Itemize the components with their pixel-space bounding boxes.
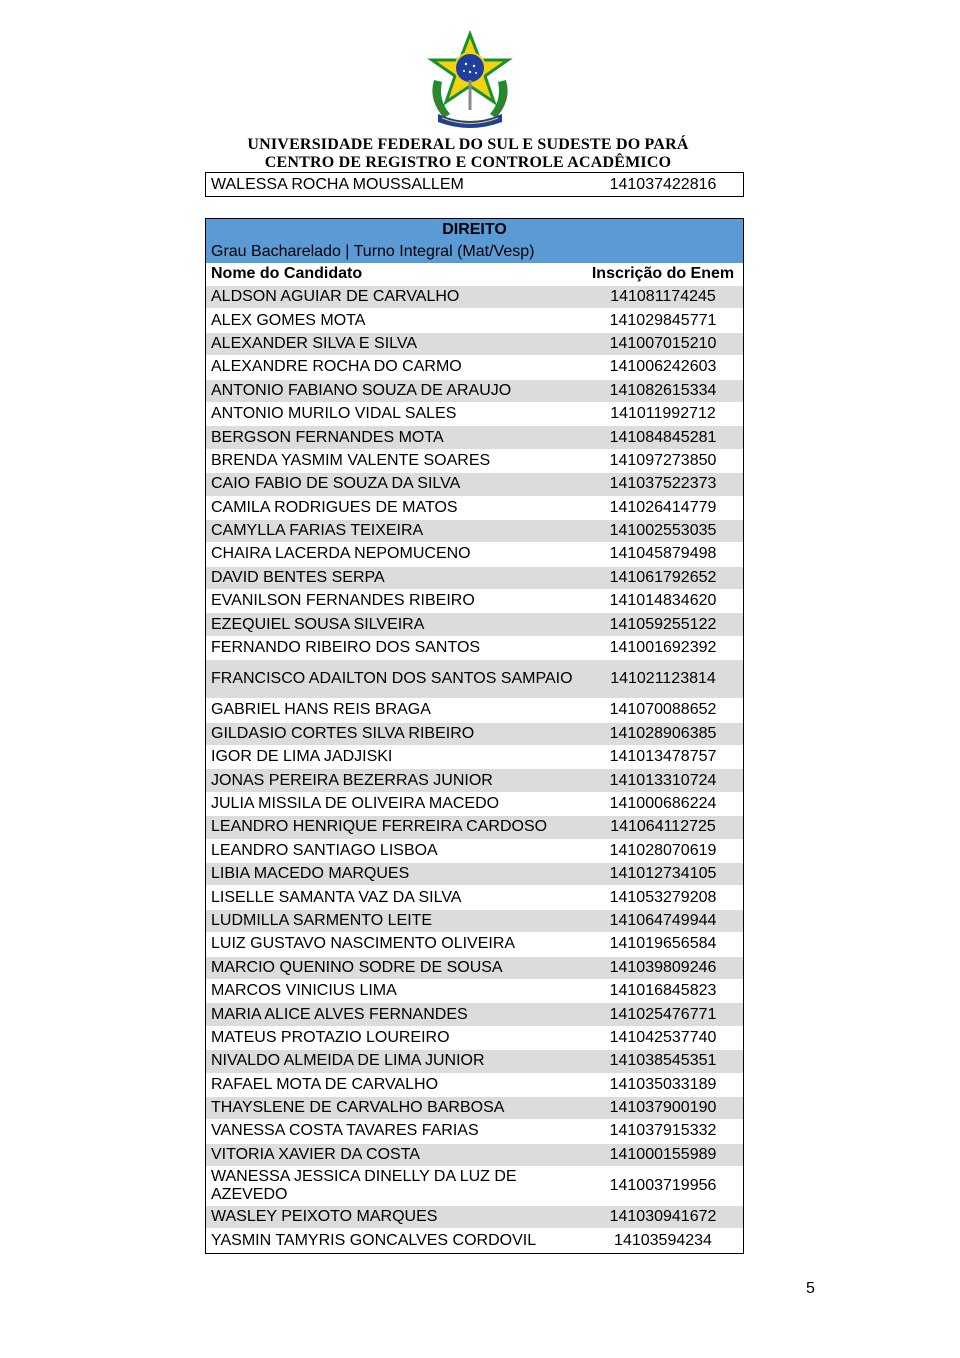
enem-registration: 141029845771	[609, 311, 717, 329]
enem-registration: 141061792652	[609, 568, 717, 586]
candidate-name: THAYSLENE DE CARVALHO BARBOSA	[211, 1099, 505, 1117]
candidate-name: FERNANDO RIBEIRO DOS SANTOS	[211, 639, 481, 657]
enem-registration: 141026414779	[609, 498, 717, 516]
table-row	[206, 450, 743, 473]
candidate-name: LEANDRO HENRIQUE FERREIRA CARDOSO	[211, 818, 548, 836]
table-row	[206, 1206, 743, 1229]
candidate-name: VANESSA COSTA TAVARES FARIAS	[211, 1122, 479, 1140]
enem-registration: 141025476771	[609, 1005, 717, 1023]
table-row	[206, 309, 743, 332]
enem-registration: 141053279208	[609, 888, 717, 906]
enem-registration: 141037900190	[609, 1099, 717, 1117]
candidate-name: LUIZ GUSTAVO NASCIMENTO OLIVEIRA	[211, 935, 516, 953]
candidate-name: CAIO FABIO DE SOUZA DA SILVA	[211, 475, 461, 493]
candidate-name: LISELLE SAMANTA VAZ DA SILVA	[211, 888, 462, 906]
enem-registration: 141037915332	[609, 1122, 717, 1140]
table-row	[206, 497, 743, 520]
enem-registration: 141064112725	[610, 818, 716, 836]
enem-registration: 141019656584	[609, 935, 717, 953]
table-row	[206, 590, 743, 613]
table-row	[206, 660, 743, 699]
column-header-inscricao: Inscrição do Enem	[591, 265, 735, 282]
candidate-name: RAFAEL MOTA DE CARVALHO	[211, 1075, 439, 1093]
candidate-name: WALESSA ROCHA MOUSSALLEM	[211, 175, 464, 193]
table-row	[206, 520, 743, 543]
enem-registration: 141097273850	[609, 451, 717, 469]
enem-registration: 141030941672	[609, 1208, 717, 1226]
table-row	[206, 933, 743, 956]
enem-registration: 14103594234	[614, 1232, 712, 1250]
enem-registration: 141007015210	[609, 334, 717, 352]
enem-registration: 141021123814	[610, 670, 716, 688]
candidate-name: JONAS PEREIRA BEZERRAS JUNIOR	[211, 771, 493, 789]
table-row	[206, 769, 743, 792]
table-row	[206, 1050, 743, 1073]
table-row	[206, 910, 743, 933]
course-title	[206, 219, 743, 241]
candidate-rows	[206, 286, 743, 1253]
table-row	[206, 173, 743, 196]
enem-registration: 141081174245	[610, 288, 716, 306]
enem-registration: 141039809246	[609, 958, 717, 976]
candidate-name: DAVID BENTES SERPA	[211, 568, 385, 586]
candidate-name: ALEXANDRE ROCHA DO CARMO	[211, 358, 462, 376]
candidate-name: ANTONIO MURILO VIDAL SALES	[211, 405, 457, 423]
enem-registration: 141012734105	[609, 865, 717, 883]
course-title-text: DIREITO	[442, 221, 507, 238]
enem-registration: 141014834620	[609, 592, 717, 610]
enem-registration: 141084845281	[609, 428, 717, 446]
table-row	[206, 426, 743, 449]
table-row	[206, 1120, 743, 1143]
candidate-name: ALDSON AGUIAR DE CARVALHO	[211, 288, 460, 306]
candidate-name: CAMYLLA FARIAS TEIXEIRA	[211, 522, 424, 540]
candidate-name: GABRIEL HANS REIS BRAGA	[211, 701, 431, 719]
table-row	[206, 473, 743, 496]
table-row	[206, 793, 743, 816]
enem-registration: 141016845823	[609, 982, 717, 1000]
table-row	[206, 840, 743, 863]
course-grau: Grau Bacharelado | Turno Integral (Mat/Vesp)	[206, 241, 743, 263]
enem-registration: 141001692392	[609, 639, 717, 657]
column-headers	[206, 263, 743, 286]
table-row	[206, 699, 743, 722]
table-row	[206, 333, 743, 356]
enem-registration: 141011992712	[610, 405, 716, 423]
candidate-name: ALEXANDER SILVA E SILVA	[211, 334, 418, 352]
enem-registration: 141000686224	[609, 795, 717, 812]
candidate-name: JULIA MISSILA DE OLIVEIRA MACEDO	[211, 795, 500, 812]
candidate-name: EZEQUIEL SOUSA SILVEIRA	[211, 615, 425, 633]
table-row	[206, 1144, 743, 1167]
candidates-table	[205, 218, 744, 1254]
candidate-name: MARCIO QUENINO SODRE DE SOUSA	[211, 958, 503, 976]
table-row	[206, 1097, 743, 1120]
enem-registration: 141082615334	[609, 381, 717, 399]
candidate-name: IGOR DE LIMA JADJISKI	[211, 748, 393, 766]
candidate-name: NIVALDO ALMEIDA DE LIMA JUNIOR	[211, 1052, 485, 1070]
candidate-name: VITORIA XAVIER DA COSTA	[211, 1145, 420, 1163]
page-number: 5	[806, 1280, 815, 1297]
enem-registration: 141038545351	[609, 1052, 717, 1070]
enem-registration: 141064749944	[609, 911, 717, 929]
carryover-table	[205, 172, 744, 197]
enem-registration: 141028070619	[609, 841, 717, 859]
enem-registration: 141070088652	[609, 701, 717, 719]
enem-registration: 141042537740	[609, 1028, 717, 1046]
candidate-name: WASLEY PEIXOTO MARQUES	[211, 1208, 438, 1226]
candidate-name: MATEUS PROTAZIO LOUREIRO	[211, 1028, 450, 1046]
candidate-name: CAMILA RODRIGUES DE MATOS	[211, 498, 458, 516]
table-row	[206, 746, 743, 769]
brazil-coat-of-arms-icon	[424, 30, 516, 130]
table-row	[206, 637, 743, 660]
candidate-name: CHAIRA LACERDA NEPOMUCENO	[211, 545, 471, 563]
enem-registration: 141035033189	[609, 1075, 717, 1093]
university-title: UNIVERSIDADE FEDERAL DO SUL E SUDESTE DO PARÁ	[247, 136, 689, 153]
table-row	[206, 980, 743, 1003]
enem-registration: 141000155989	[609, 1145, 717, 1163]
candidate-name: YASMIN TAMYRIS GONCALVES CORDOVIL	[211, 1232, 537, 1250]
table-row	[206, 863, 743, 886]
table-row	[206, 403, 743, 426]
column-header-name: Nome do Candidato	[211, 265, 363, 282]
table-row	[206, 543, 743, 566]
table-row	[206, 1027, 743, 1050]
candidate-name: MARCOS VINICIUS LIMA	[211, 982, 397, 1000]
candidate-name: GILDASIO CORTES SILVA RIBEIRO	[211, 724, 475, 742]
candidate-name: BERGSON FERNANDES MOTA	[211, 428, 444, 446]
candidate-name: ALEX GOMES MOTA	[211, 311, 366, 329]
candidate-name: BRENDA YASMIM VALENTE SOARES	[211, 451, 491, 469]
department-title: CENTRO DE REGISTRO E CONTROLE ACADÊMICO	[264, 154, 672, 171]
enem-registration: 141059255122	[609, 615, 717, 633]
table-row	[206, 957, 743, 980]
table-row	[206, 1003, 743, 1026]
candidate-name: EVANILSON FERNANDES RIBEIRO	[211, 592, 475, 610]
table-row	[206, 286, 743, 309]
table-row	[206, 356, 743, 379]
table-row	[206, 380, 743, 403]
enem-registration: 141006242603	[609, 358, 717, 376]
candidate-name: LEANDRO SANTIAGO LISBOA	[211, 841, 438, 859]
table-row	[206, 567, 743, 590]
enem-registration: 141045879498	[609, 545, 717, 563]
enem-registration: 141028906385	[609, 724, 717, 742]
table-row	[206, 816, 743, 839]
candidate-name: ANTONIO FABIANO SOUZA DE ARAUJO	[211, 381, 512, 399]
table-row	[206, 1167, 743, 1206]
enem-registration: 141013478757	[609, 748, 717, 766]
table-row	[206, 723, 743, 746]
candidate-name: WANESSA JESSICA DINELLY DA LUZ DE AZEVEDO	[211, 1168, 517, 1204]
enem-registration: 141002553035	[609, 522, 717, 540]
enem-registration: 141037522373	[609, 475, 717, 493]
table-row	[206, 1074, 743, 1097]
candidate-name: MARIA ALICE ALVES FERNANDES	[211, 1005, 468, 1023]
candidate-name: FRANCISCO ADAILTON DOS SANTOS SAMPAIO	[211, 670, 573, 688]
enem-registration: 141037422816	[609, 175, 717, 193]
enem-registration: 141003719956	[609, 1177, 717, 1195]
candidate-name: LIBIA MACEDO MARQUES	[211, 865, 410, 883]
enem-registration: 141013310724	[609, 771, 717, 789]
table-row	[206, 1229, 743, 1252]
table-row	[206, 886, 743, 909]
candidate-name: LUDMILLA SARMENTO LEITE	[211, 911, 433, 929]
table-row	[206, 613, 743, 636]
